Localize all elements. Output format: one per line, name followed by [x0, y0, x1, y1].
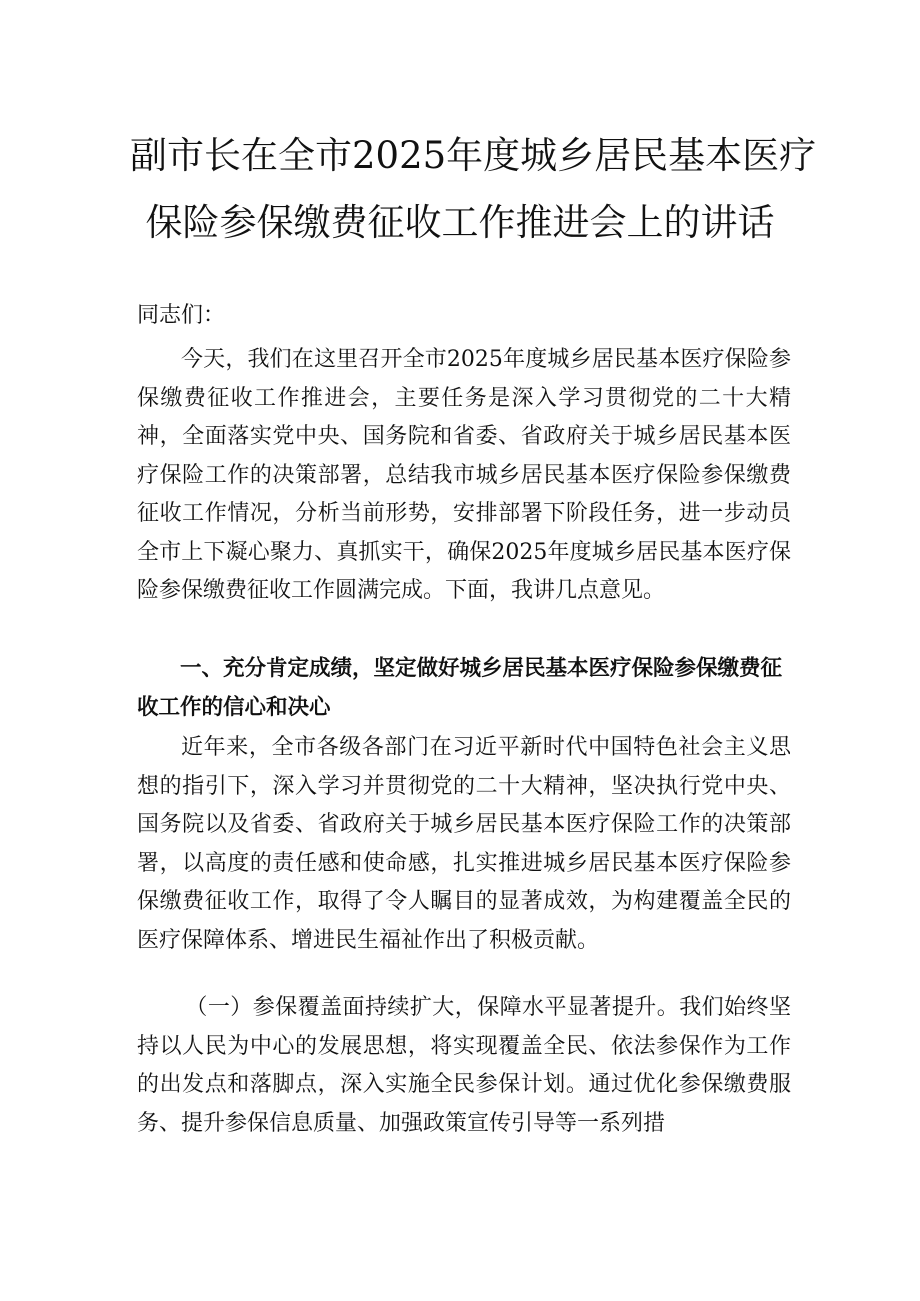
- salutation: 同志们：: [137, 303, 226, 328]
- paragraph-section-1: 近年来，全市各级各部门在习近平新时代中国特色社会主义思想的指引下，深入学习并贯彻党的二十大精神，坚决执行党中央、国务院以及省委、省政府关于城乡居民基本医疗保险工作的决策部署，以高度的责任感和使命感，扎实推进城乡居民基本医疗保险参保缴费征收工作，取得了令人瞩目的显著成效，为构建覆盖全民的医疗保障体系、增进民生福祉作出了积极贡献。: [137, 735, 791, 953]
- document-title-line-1: 副市长在全市2025年度城乡居民基本医疗: [130, 134, 817, 177]
- paragraph-intro: 今天，我们在这里召开全市2025年度城乡居民基本医疗保险参保缴费征收工作推进会，主要任务是深入学习贯彻党的二十大精神，全面落实党中央、国务院和省委、省政府关于城乡居民基本医疗保险工作的决策部署，总结我市城乡居民基本医疗保险参保缴费征收工作情况，分析当前形势，安排部署下阶段任务，进一步动员全市上下凝心聚力、真抓实干，确保2025年度城乡居民基本医疗保险参保缴费征收工作圆满完成。下面，我讲几点意见。: [137, 347, 791, 603]
- section-heading-1: 一、充分肯定成绩，坚定做好城乡居民基本医疗保险参保缴费征收工作的信心和决心: [137, 656, 783, 720]
- paragraph-subsection-1: （一）参保覆盖面持续扩大，保障水平显著提升。我们始终坚持以人民为中心的发展思想，将实现覆盖全民、依法参保作为工作的出发点和落脚点，深入实施全民参保计划。通过优化参保缴费服务、提升参保信息质量、加强政策宣传引导等一系列措: [137, 995, 791, 1136]
- document-title-line-2: 保险参保缴费征收工作推进会上的讲话: [145, 201, 775, 244]
